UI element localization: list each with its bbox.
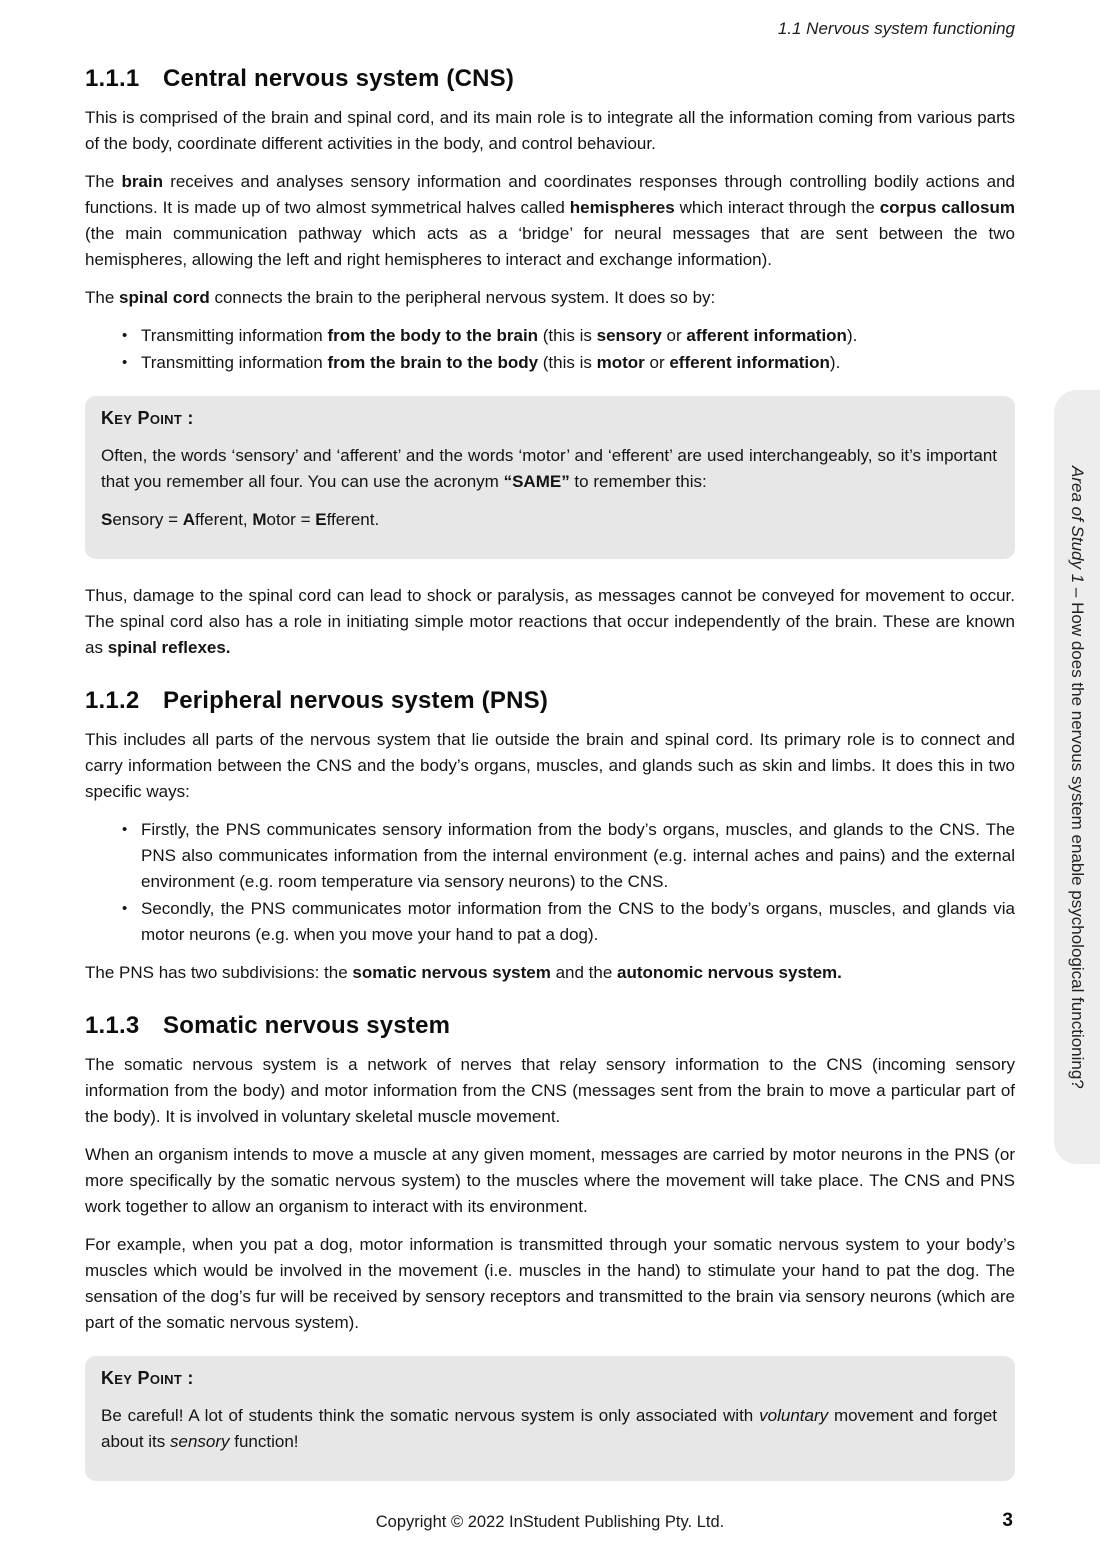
key-point-box <box>85 1356 1015 1481</box>
bullet-item: • Firstly, the PNS communicates sensory information from the body’s organs, muscles, and glands to the CNS. The PNS also communicates information from the internal environment (e.g. internal aches and pains) and the external environment (e.g. room temperature via sensory neurons) to the CNS. <box>122 817 1015 895</box>
bullet-item: • Secondly, the PNS communicates motor information from the CNS to the body’s organs, muscles, and glands via motor neurons (e.g. when you move your hand to pat a dog). <box>122 896 1015 948</box>
section-number: 1.1.3 <box>85 1012 140 1039</box>
section-heading-1-1-2 <box>85 687 1015 715</box>
paragraph: This is comprised of the brain and spinal cord, and its main role is to integrate all the information coming from various parts of the body, coordinate different activities in the body, and control behaviour. <box>85 108 1015 153</box>
section-title: Somatic nervous system <box>163 1012 451 1039</box>
page-number: 3 <box>1002 1510 1013 1531</box>
bullet-list <box>122 323 1015 376</box>
key-point-acronym: Sensory = Afferent, Motor = Efferent. <box>101 510 380 529</box>
paragraph: The brain receives and analyses sensory information and coordinates responses through controlling bodily actions and functions. It is made up of two almost symmetrical halves called hemispheres which interact through the corpus callosum (the main communication pathway which acts as a ‘bridge’ for neural messages that are sent between the two hemispheres, allowing the left and right hemispheres to interact and exchange information). <box>85 172 1015 269</box>
section-heading-1-1-3 <box>85 1012 1015 1040</box>
paragraph: This includes all parts of the nervous system that lie outside the brain and spinal cord. Its primary role is to connect and carry information between the CNS and the body’s organs, muscles, and glands such as skin and limbs. It does this in two specific ways: <box>85 730 1015 801</box>
bullet-list <box>122 817 1015 948</box>
section-number: 1.1.2 <box>85 687 140 714</box>
bullet-item: • Transmitting information from the brain to the body (this is motor or efferent information). <box>122 350 1015 376</box>
area-of-study-title: Area of Study 1 – <box>1068 465 1087 602</box>
section-heading-1-1-1 <box>85 65 1015 93</box>
paragraph: When an organism intends to move a muscle at any given moment, messages are carried by motor neurons in the PNS (or more specifically by the somatic nervous system) to the muscles where the movement will take place. The CNS and PNS work together to allow an organism to interact with its environment. <box>85 1145 1015 1216</box>
paragraph: The somatic nervous system is a network of nerves that relay sensory information to the CNS (incoming sensory information from the body) and motor information from the CNS (messages sent from the brain to move a particular part of the body). It is involved in voluntary skeletal muscle movement. <box>85 1055 1015 1126</box>
key-point-label: Key Point : <box>101 1368 194 1388</box>
section-title: Peripheral nervous system (PNS) <box>163 687 549 714</box>
running-header: 1.1 Nervous system functioning <box>777 19 1015 38</box>
paragraph: For example, when you pat a dog, motor information is transmitted through your somatic nervous system to your body’s muscles which would be involved in the movement (i.e. muscles in the hand) to stimulate your hand to pat the dog. The sensation of the dog’s fur will be received by sensory receptors and transmitted to the brain via sensory neurons (which are part of the somatic nervous system). <box>85 1235 1015 1332</box>
copyright-text: Copyright © 2022 InStudent Publishing Pty. Ltd. <box>375 1513 725 1531</box>
section-number: 1.1.1 <box>85 65 140 92</box>
key-point-text: Be careful! A lot of students think the somatic nervous system is only associated with voluntary movement and forget about its sensory function! <box>101 1406 997 1451</box>
area-of-study-label <box>1067 466 1087 1089</box>
key-point-text: Often, the words ‘sensory’ and ‘afferent’ and the words ‘motor’ and ‘efferent’ are used interchangeably, so it’s important that you remember all four. You can use the acronym “SAME” to remember this: <box>101 446 997 491</box>
page-content <box>85 0 1015 1505</box>
paragraph: Thus, damage to the spinal cord can lead to shock or paralysis, as messages cannot be conveyed for movement to occur. The spinal cord also has a role in initiating simple motor reactions that occur independently of the brain. These are known as spinal reflexes. <box>85 586 1015 657</box>
key-point-box <box>85 396 1015 559</box>
paragraph: The PNS has two subdivisions: the somatic nervous system and the autonomic nervous system. <box>85 963 842 982</box>
key-point-label: Key Point : <box>101 408 194 428</box>
area-of-study-tab <box>1054 390 1100 1164</box>
paragraph: The spinal cord connects the brain to the peripheral nervous system. It does so by: <box>85 288 716 307</box>
section-title: Central nervous system (CNS) <box>163 65 515 92</box>
bullet-item: • Transmitting information from the body to the brain (this is sensory or afferent information). <box>122 323 1015 349</box>
area-of-study-question: How does the nervous system enable psychological functioning? <box>1068 601 1087 1089</box>
